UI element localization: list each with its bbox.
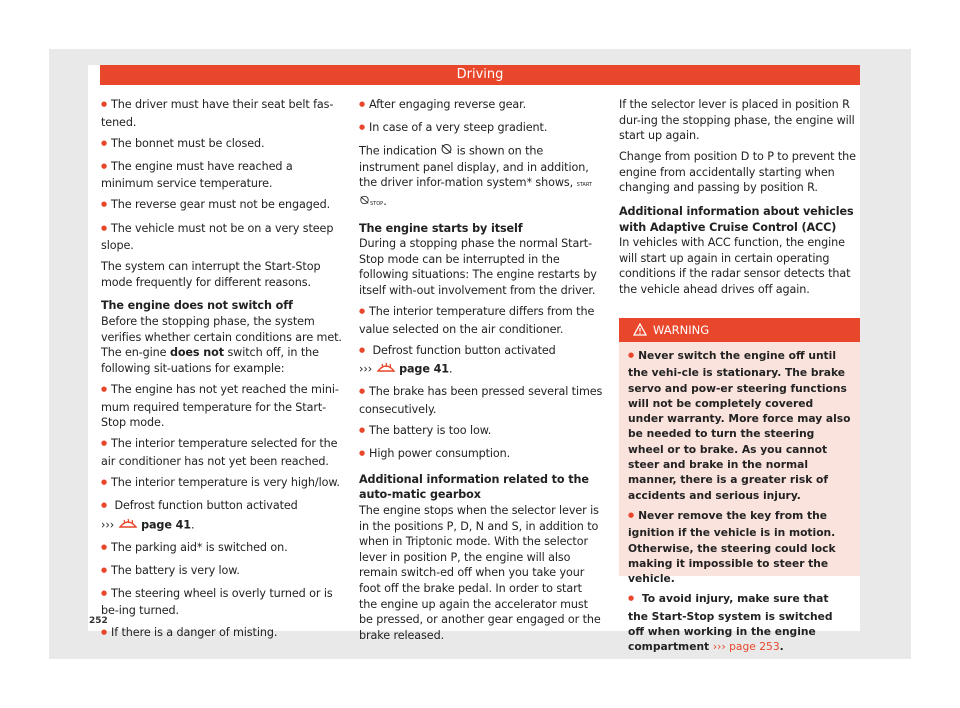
warning-body: [619, 342, 860, 655]
heading-engine-starts: The engine starts by itself: [359, 221, 523, 235]
page-ref-arrow[interactable]: ›››: [359, 362, 373, 376]
paragraph: If the selector lever is placed in position R dur-ing the stopping phase, the engine will start up again.: [619, 98, 855, 143]
list-item: [101, 498, 345, 534]
text: .: [779, 640, 784, 654]
text: .: [448, 362, 453, 376]
heading-no-switch-off: The engine does not switch off: [101, 299, 293, 313]
list-item: ● The engine has not yet reached the mini-mum required temperature for the Start-Stop mode.: [101, 382, 345, 431]
bold-text: does not: [169, 346, 224, 360]
list-item: ● The brake has been pressed several times consecutively.: [359, 384, 603, 417]
text: To avoid injury, make sure that the Start-Stop system is switched off when working in the engine compartment: [628, 592, 833, 654]
text: Defrost function button activated: [372, 343, 556, 357]
list-item: ● The battery is too low.: [359, 423, 603, 441]
list-item: ● If there is a danger of misting.: [101, 625, 345, 643]
warning-item: ● Never remove the key from the ignition if the vehicle is in motion. Otherwise, the steering could lock making it impossible to steer the vehicle.: [628, 508, 851, 586]
section-header: Driving: [100, 65, 860, 85]
warning-header: [619, 318, 860, 342]
column-3: [619, 97, 860, 303]
text: Defrost function button activated: [114, 498, 298, 512]
list-item: ● The interior temperature differs from the value selected on the air conditioner.: [359, 304, 603, 337]
text: The indication: [359, 144, 437, 158]
warning-item: ● Never switch the engine off until the vehi-cle is stationary. The brake servo and pow-er steering functions will not be completely covered under warranty. More force may also be needed to turn the steering wheel or to brake. As you cannot steer and brake in the normal manner, there is a greater risk of accidents and serious injury.: [628, 348, 851, 503]
list-item: ● The vehicle must not be on a very steep slope.: [101, 221, 345, 254]
list-item: ● High power consumption.: [359, 446, 603, 464]
paragraph: The system can interrupt the Start-Stop mode frequently for different reasons.: [101, 260, 321, 289]
paragraph: Change from position D to P to prevent the engine from accidentally starting when changing and passing by position R.: [619, 150, 856, 195]
warning-triangle-icon: [633, 323, 647, 336]
list-item: ● The reverse gear must not be engaged.: [101, 197, 345, 215]
heading-acc: Additional information about vehicles with Adaptive Cruise Control (ACC): [619, 205, 854, 234]
defrost-icon: [118, 516, 138, 535]
start-stop-icon: [440, 143, 453, 160]
warning-item: [628, 591, 851, 654]
list-item: ● In case of a very steep gradient.: [359, 120, 603, 138]
list-item: ● After engaging reverse gear.: [359, 97, 603, 115]
page-ref-link[interactable]: ››› page 253: [712, 640, 780, 654]
paragraph: During a stopping phase the normal Start-Stop mode can be interrupted in the following situations: The engine restarts by itself with-out involvement from the driver.: [359, 237, 597, 297]
list-item: ● The bonnet must be closed.: [101, 136, 345, 154]
paragraph: The engine stops when the selector lever is in the positions P, D, N and S, in addition to when in Triptonic mode. With the selector lever in position P, the engine will also remain switch-ed off when you take your foot off the brake pedal. In order to start the engine up again the accelerator must be pressed, or another gear engaged or the brake released.: [359, 503, 601, 642]
list-item: [359, 343, 603, 379]
defrost-icon: [376, 360, 396, 379]
warning-title: WARNING: [653, 323, 710, 337]
list-item: ● The interior temperature selected for the air conditioner has not yet been reached.: [101, 436, 345, 469]
text: switch off, in the following sit-uations for example:: [101, 346, 319, 375]
list-item: ● The engine must have reached a minimum service temperature.: [101, 159, 345, 192]
page-number: 252: [89, 616, 108, 626]
page-ref-arrow[interactable]: ›››: [101, 517, 115, 531]
list-item: ● The parking aid* is switched on.: [101, 540, 345, 558]
start-stop-icon: [359, 194, 370, 210]
text: .: [190, 517, 195, 531]
text: .: [383, 194, 387, 208]
text: is shown on the instrument panel display, and in addition, the driver infor-mation system* shows,: [359, 144, 589, 190]
heading-automatic-gearbox: Additional information related to the auto-matic gearbox: [359, 472, 589, 502]
column-1: [101, 97, 345, 648]
page-ref-link[interactable]: page 41: [399, 362, 449, 376]
list-item: ● The driver must have their seat belt fas-tened.: [101, 97, 345, 130]
paragraph: [359, 143, 603, 212]
paragraph: In vehicles with ACC function, the engine will start up again in certain operating conditions if the radar sensor detects that the vehicle ahead drives off again.: [619, 236, 851, 297]
page-ref-link[interactable]: page 41: [141, 517, 191, 531]
text: Before the stopping phase, the system verifies whether certain conditions are met. The en-gine: [101, 315, 342, 360]
list-item: ● The battery is very low.: [101, 563, 345, 581]
paragraph: [101, 314, 345, 376]
start-label: START: [576, 182, 593, 189]
stop-label: STOP: [370, 200, 384, 207]
column-2: [359, 97, 603, 649]
warning-box: [619, 318, 860, 654]
list-item: ● The interior temperature is very high/low.: [101, 475, 345, 493]
list-item: ● The steering wheel is overly turned or is be-ing turned.: [101, 586, 345, 619]
